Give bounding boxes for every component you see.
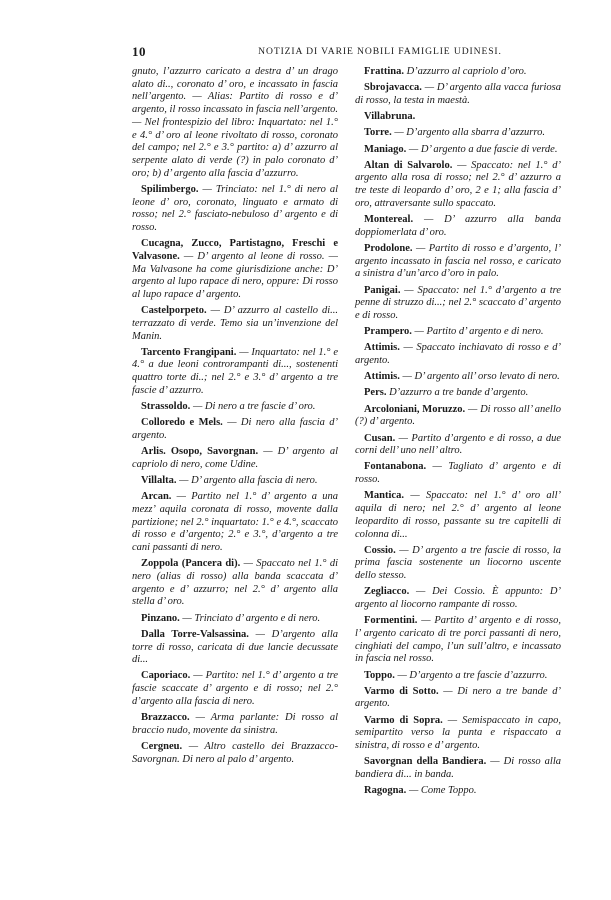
blazon-text: — Trinciato d’ argento e di nero. [182, 612, 321, 624]
heraldry-entry [132, 712, 338, 737]
heraldry-entry [355, 756, 561, 781]
right-column [355, 66, 561, 801]
family-name: Varmo di Sopra. [364, 714, 443, 726]
blazon-text: — Di rosso alla bandiera di... in banda. [355, 756, 562, 780]
blazon-text: — D’ argento all’ orso levato di nero. [402, 371, 560, 383]
blazon-text: gnuto, l’azzurro caricato a destra d’ un drago alato di.., coronato d’ oro, e incassato in fascia nell’argento. — Alias: Partito di rosso e d’ argento, il rosso incassato in fascia nell’argento. — Nel frontespizio del libro: Inquartato: nel 1.° e 4.° d’ oro al leone rivoltato di rosso, coronato del campo; nel 2.° e 3.° partito: a) d’ azzurro al serpente alato di verde (?) in palo coronato d’ oro; b) d’ argento alla fascia d’azzurro. [132, 66, 338, 179]
family-name: Fontanabona. [364, 461, 427, 473]
blazon-text: — Dei Cossio. È appunto: D’ argento al liocorno rampante di rosso. [355, 586, 561, 611]
heraldry-entry [132, 347, 338, 398]
heraldry-entry [132, 417, 338, 442]
family-name: Toppo. [364, 669, 395, 681]
family-name: Savorgnan della Bandiera. [364, 756, 487, 768]
heraldry-entry [355, 127, 561, 140]
heraldry-entry [355, 326, 561, 339]
heraldry-entry [132, 741, 338, 766]
family-name: Zegliacco. [364, 586, 410, 598]
blazon-text: — D’ argento al leone di rosso. — Ma Valvasone ha come giurisdizione anche: D’ argento al lupo rapace di nero, oppure: Di rosso al lupo rapace d’ argento. [132, 250, 338, 300]
heraldry-entry [132, 629, 338, 667]
blazon-text: — Di nero a tre bande d’ argento. [355, 685, 562, 710]
blazon-text: — D’ argento a due fascie di verde. [408, 143, 558, 155]
heraldry-entry [132, 613, 338, 626]
blazon-text: — Spaccato: nel 1.° d’argento a tre penne di struzzo di...; nel 2.° scaccato d’ argento e di rosso. [355, 284, 561, 321]
heraldry-entry [132, 238, 338, 302]
family-name: Caporiaco. [141, 670, 191, 682]
left-column [132, 66, 338, 770]
family-name: Villalta. [141, 475, 177, 487]
heraldry-entry [132, 491, 338, 555]
blazon-text: — Inquartato: nel 1.° e 4.° a due leoni controrampanti di..., sostenenti quattro torte di..; nel 2.° e 3.° d’ argento a tre fascie d’ azzurro. [132, 346, 338, 396]
family-name: Castelporpeto. [141, 305, 207, 317]
family-name: Mantica. [364, 490, 404, 502]
heraldry-entry [355, 490, 561, 541]
page-number: 10 [132, 44, 146, 59]
family-name: Attimis. [364, 371, 400, 383]
running-title: NOTIZIA DI VARIE NOBILI FAMIGLIE UDINESI. [258, 46, 502, 57]
blazon-text: — Di nero alla fascia d’ argento. [132, 417, 339, 441]
heraldry-entry [355, 144, 561, 157]
heraldry-entry [132, 305, 338, 343]
blazon-text: — Spaccato inchiavato di rosso e d’ argento. [355, 342, 561, 367]
family-name: Villabruna. [364, 111, 416, 123]
blazon-text: — Tagliato d’ argento e di rosso. [355, 461, 562, 486]
blazon-text: — D’ argento alla fascia di nero. [179, 475, 318, 487]
family-name: Spilimbergo. [141, 183, 199, 195]
heraldry-entry [355, 82, 561, 107]
blazon-text: — D’ azzurro al castello di... terrazzato di verde. Temo sia un’invenzione del Manin. [132, 305, 339, 342]
blazon-text: — Partito d’ argento e di rosso, l’ argento caricato di tre porci passanti di nero, cinghiati del campo, l’un sull’altro, e incassato in fascia nel rosso. [355, 615, 561, 665]
family-name: Cusan. [364, 432, 396, 444]
blazon-text: — Di nero a tre fascie d’ oro. [192, 401, 316, 413]
family-name: Altan di Salvarolo. [364, 159, 453, 171]
family-name: Pers. [364, 387, 387, 399]
family-name: Pinzano. [141, 612, 180, 624]
family-name: Ragogna. [364, 785, 407, 797]
blazon-text: — D’ argento a tre fascie di rosso, la prima fascia sostenente un liocorno uscente dello stesso. [355, 544, 562, 582]
heraldry-entry [132, 475, 338, 488]
heraldry-entry [355, 461, 561, 486]
blazon-text: — Arma parlante: Di rosso al braccio nudo, movente da sinistra. [132, 712, 338, 736]
family-name: Maniago. [364, 143, 407, 155]
family-name: Varmo di Sotto. [364, 685, 439, 697]
family-name: Colloredo e Mels. [141, 417, 223, 429]
heraldry-entry [132, 558, 338, 609]
family-name: Brazzacco. [141, 712, 190, 724]
heraldry-entry [355, 785, 561, 798]
family-name: Cossio. [364, 544, 396, 556]
heraldry-entry [355, 214, 561, 239]
blazon-text: — Trinciato: nel 1.° di nero al leone d’ oro, coronato, linguato e armato di rosso; nel 2.° fasciato-nebuloso d’ argento e di rosso. [132, 183, 338, 233]
heraldry-entry [355, 342, 561, 367]
heraldry-entry [132, 401, 338, 414]
blazon-text: — D’ azzurro alla banda doppiomerlata d’ oro. [355, 214, 561, 238]
heraldry-entry [355, 586, 561, 611]
heraldry-entry [355, 160, 561, 211]
heraldry-entry [355, 243, 561, 281]
blazon-text: — Partito nel 1.° d’ argento a una mezz’ aquila coronata di rosso, movente dalla partizione; nel 2.° inquartato: 1.° e 4.°, scaccato di rosso e d’argento; 2.° e 3.°, d’argento a tre cani passanti di nero. [132, 491, 338, 554]
blazon-text: — D’argento alla torre di rosso, caricata di due lancie decussate di... [132, 628, 339, 666]
heraldry-entry [132, 670, 338, 708]
family-name: Arcoloniani, Moruzzo. [364, 403, 466, 415]
heraldry-entry [355, 285, 561, 323]
heraldry-entry [132, 184, 338, 235]
heraldry-entry [355, 371, 561, 384]
blazon-text: — Altro castello dei Brazzacco-Savorgnan. Di nero al palo d’ argento. [132, 740, 338, 765]
family-name: Montereal. [364, 214, 414, 226]
family-name: Dalla Torre-Valsassina. [141, 628, 249, 640]
blazon-text: — Semispaccato in capo, semipartito verso la punta e rispaccato a sinistra, di rosso e d’ argento. [355, 714, 562, 752]
family-name: Prampero. [364, 326, 412, 338]
blazon-text: — Partito: nel 1.° d’ argento a tre fascie scaccate d’ argento e di rosso; nel 2.° d’argento alla fascia di nero. [132, 670, 338, 707]
family-name: Sbrojavacca. [364, 82, 422, 94]
blazon-text: — Partito di rosso e d’argento, l’ argento incassato in fascia nel rosso, e caricato a sinistra d’un’arco d’oro in palo. [355, 242, 561, 280]
blazon-text: — D’ argento al capriolo di nero, come Udine. [132, 446, 338, 470]
family-name: Zoppola (Pancera di). [141, 558, 241, 570]
heraldry-entry [355, 715, 561, 753]
family-name: Torre. [364, 127, 392, 139]
heraldry-entry [355, 670, 561, 683]
family-name: Cucagna, Zucco, Partistagno, Freschi e Valvasone. [132, 238, 338, 262]
blazon-text: — Spaccato: nel 1.° d’ oro all’ aquila di nero; nel 2.° d’ argento al leone leopardito di rosso, passante su tre capitelli di colonna di... [355, 490, 561, 540]
blazon-text: D’azzurro al capriolo d’oro. [406, 66, 527, 77]
family-name: Arcan. [141, 491, 172, 503]
family-name: Tarcento Frangipani. [141, 346, 237, 358]
heraldry-entry [355, 433, 561, 458]
family-name: Frattina. [364, 66, 404, 77]
heraldry-entry [355, 111, 561, 124]
family-name: Arlis. Osopo, Savorgnan. [141, 446, 259, 458]
family-name: Strassoldo. [141, 401, 191, 413]
blazon-text: — Come Toppo. [408, 785, 477, 797]
blazon-text: — Spaccato: nel 1.° d’ argento alla rosa di rosso; nel 2.° d’ azzurro a tre teste di leopardo d’ oro, 2 e 1; alla fascia d’ oro, attraversante sullo spaccato. [355, 159, 561, 209]
heraldry-entry [355, 387, 561, 400]
blazon-text: D’azzurro a tre bande d’argento. [389, 387, 529, 399]
heraldry-entry [132, 66, 338, 180]
blazon-text: — Partito d’argento e di rosso, a due corni dell’ uno nell’ altro. [355, 432, 562, 457]
heraldry-entry [132, 446, 338, 471]
blazon-text: — D’ argento alla vacca furiosa di rosso, la testa in maestà. [355, 82, 561, 106]
blazon-text: — Partito d’ argento e di nero. [414, 326, 544, 338]
blazon-text: — Di rosso all’ anello (?) d’ argento. [355, 403, 561, 428]
family-name: Cergneu. [141, 740, 183, 752]
heraldry-entry [355, 615, 561, 666]
heraldry-entry [355, 404, 561, 429]
blazon-text: — D’argento alla sbarra d’azzurro. [394, 127, 545, 139]
family-name: Panigai. [364, 284, 401, 296]
family-name: Prodolone. [364, 242, 413, 254]
family-name: Formentini. [364, 615, 418, 627]
family-name: Attimis. [364, 342, 400, 354]
blazon-text: — Spaccato nel 1.° di nero (alias di rosso) alla banda scaccata d’ argento e d’ azzurro; nel 2.° d’ argento alla stella d’ oro. [132, 558, 338, 608]
heraldry-entry [355, 66, 561, 79]
heraldry-entry [355, 545, 561, 583]
heraldry-entry [355, 686, 561, 711]
blazon-text: — D’argento a tre fascie d’azzurro. [397, 669, 548, 681]
